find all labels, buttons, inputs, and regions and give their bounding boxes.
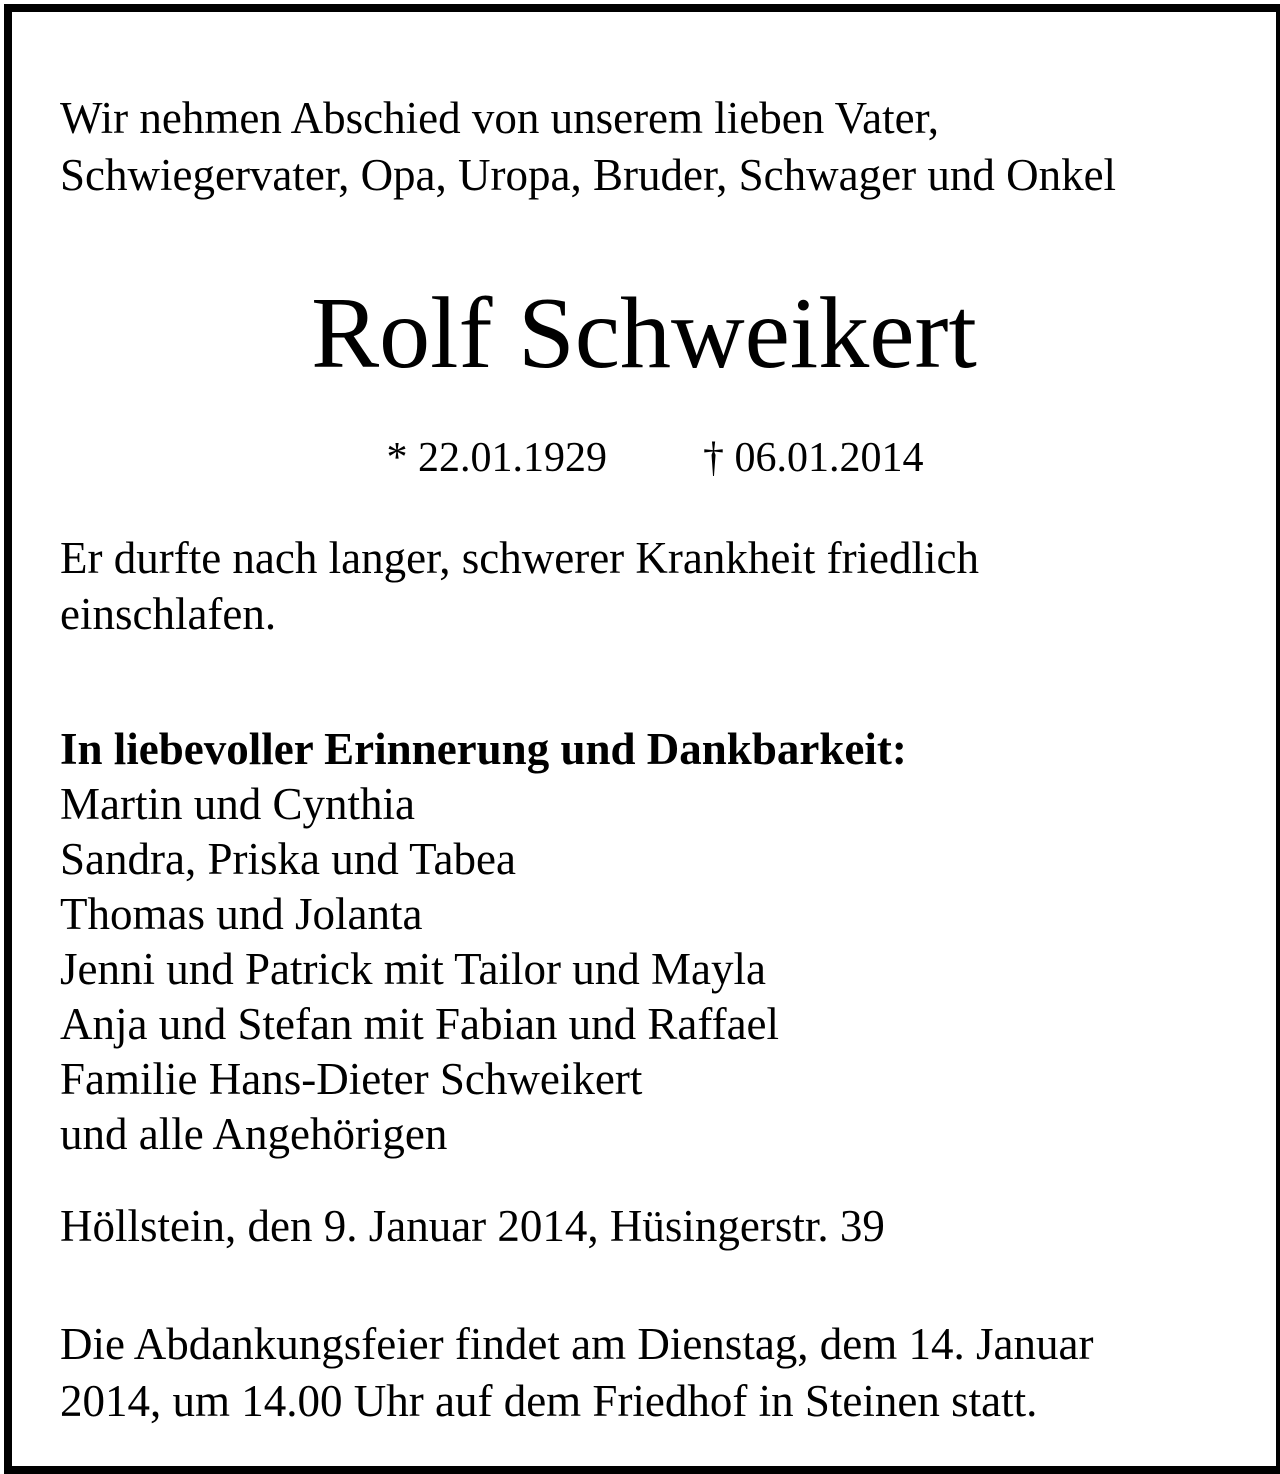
intro-text [60,90,1250,204]
mourner-entry: Martin und Cynthia [60,779,415,829]
mourners-list [60,722,1240,1162]
intro-line: Wir nehmen Abschied von unserem lieben Vater, [60,93,940,143]
mourner-entry: Familie Hans-Dieter Schweikert [60,1054,643,1104]
mourner-entry: Sandra, Priska und Tabea [60,834,516,884]
death-date: † 06.01.2014 [703,435,924,481]
mourner-entry: Jenni und Patrick mit Tailor und Mayla [60,944,766,994]
mourner-entry: und alle Angehörigen [60,1109,448,1159]
obituary-notice [4,4,1280,1474]
place-and-date: Höllstein, den 9. Januar 2014, Hüsingerstr. 39 [60,1201,885,1251]
service-line: 2014, um 14.00 Uhr auf dem Friedhof in Steinen statt. [60,1376,1038,1426]
mourners-heading: In liebevoller Erinnerung und Dankbarkeit: [60,724,907,774]
statement-line: einschlafen. [60,589,277,639]
service-line: Die Abdankungsfeier findet am Dienstag, dem 14. Januar [60,1319,1094,1369]
passing-statement [60,530,1240,642]
life-dates [12,432,1276,484]
deceased-name: Rolf Schweikert [311,277,977,390]
birth-date: * 22.01.1929 [386,435,607,481]
mourner-entry: Thomas und Jolanta [60,889,423,939]
mourner-entry: Anja und Stefan mit Fabian und Raffael [60,999,780,1049]
funeral-service-info [60,1316,1240,1430]
statement-line: Er durfte nach langer, schwerer Krankheit friedlich [60,533,980,583]
intro-line: Schwiegervater, Opa, Uropa, Bruder, Schwager und Onkel [60,150,1117,200]
